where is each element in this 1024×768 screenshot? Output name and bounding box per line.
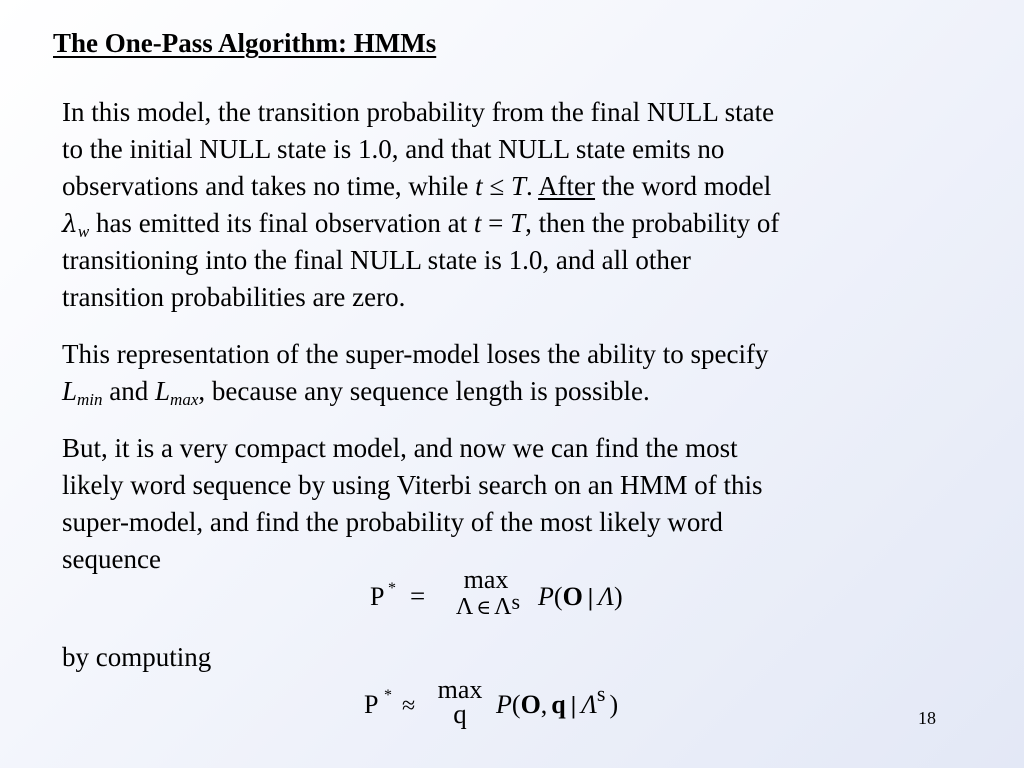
para1-line2: to the initial NULL state is 1.0, and that NULL state emits no xyxy=(62,134,725,164)
para2-line2: $L_{min}$ and $L_{max}$, because any sequence length is possible. xyxy=(62,376,650,409)
para1-line4: $\lambda_w$ has emitted its final observation at t = T, then the probability of xyxy=(62,208,780,241)
eq1-star: * xyxy=(388,580,396,597)
paragraph-super-model xyxy=(62,336,992,410)
after-underlined: After xyxy=(538,171,596,201)
eq2-max-operator xyxy=(428,677,492,728)
eq2-rhs: P(O, q | $\Lambda^s$ ) xyxy=(496,681,619,719)
eq1-max-operator xyxy=(436,567,536,619)
para1-line6: transition probabilities are zero. xyxy=(62,282,406,312)
eq1-rhs: P(O | Λ) xyxy=(538,582,623,611)
eq2-subscript-q: q xyxy=(453,699,467,729)
para1-line3: observations and takes no time, while t ≤ T. After the word model xyxy=(62,171,772,201)
eq2-P: P xyxy=(364,690,379,719)
para2-line1: This representation of the super-model loses the ability to specify xyxy=(62,339,769,369)
page-number: 18 xyxy=(918,708,936,728)
L-max: L xyxy=(155,376,171,406)
para1-line5: transitioning into the final NULL state is 1.0, and all other xyxy=(62,245,691,275)
para3-line2: likely word sequence by using Viterbi search on an HMM of this xyxy=(62,470,763,500)
eq2-max: max xyxy=(437,675,483,704)
L-min: L xyxy=(62,376,78,406)
eq1-equals: = xyxy=(410,581,426,611)
para1-line1: In this model, the transition probability from the final NULL state xyxy=(62,97,775,127)
para3-line1: But, it is a very compact model, and now we can find the most xyxy=(62,433,738,463)
var-t: t xyxy=(475,171,483,201)
by-computing-text: by computing xyxy=(62,642,212,672)
paragraph-viterbi xyxy=(62,430,992,578)
eq2-star: * xyxy=(384,687,392,704)
eq1-subscript: Λ ∈ Λs xyxy=(455,589,521,620)
para3-line4: sequence xyxy=(62,544,161,574)
var-T: T xyxy=(511,171,527,201)
eq1-P: P xyxy=(370,582,385,611)
para3-line3: super-model, and find the probability of the most likely word xyxy=(62,507,723,537)
lambda-w-symbol: λ xyxy=(62,209,78,238)
eq2-approx: ≈ xyxy=(402,693,416,719)
paragraph-null-state xyxy=(62,94,992,316)
slide-title: The One-Pass Algorithm: HMMs xyxy=(53,28,437,58)
eq1-max: max xyxy=(463,565,509,594)
